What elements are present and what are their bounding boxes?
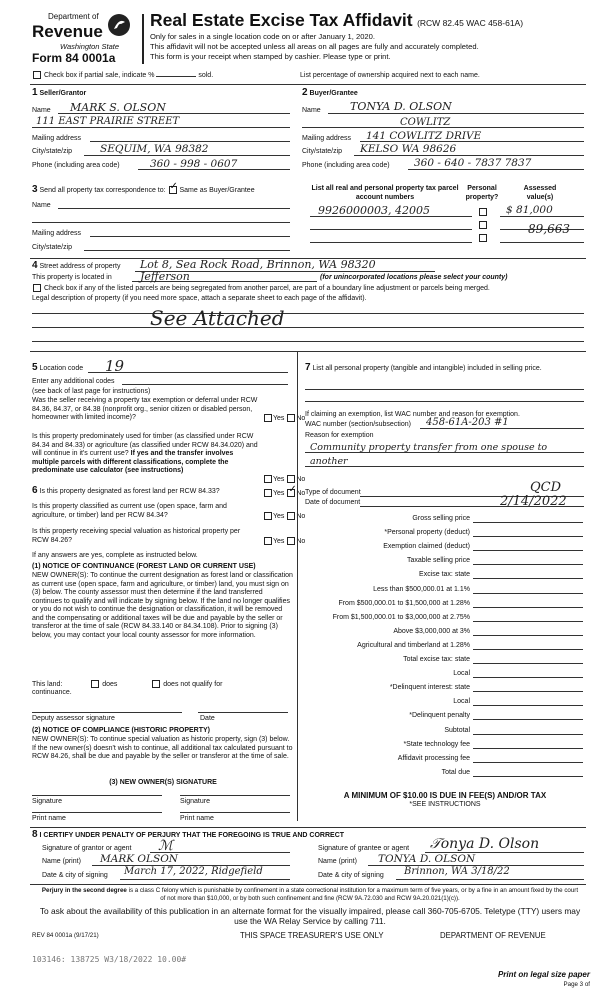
- personal-checkbox-1[interactable]: [479, 208, 487, 216]
- forest-yes-label: Yes: [273, 489, 285, 497]
- certify-text: I CERTIFY UNDER PENALTY OF PERJURY THAT THE FOREGOING IS TRUE AND CORRECT: [39, 832, 345, 839]
- seller-name-field-2[interactable]: [32, 127, 290, 128]
- fee-label: From $1,500,000.01 to $3,000,000 at 2.75%: [332, 613, 470, 621]
- legal-paper-note: Print on legal size paper: [497, 970, 590, 979]
- legal-label: Legal description of property (if you need more space, attach a separate sheet to each page of the affidavit).: [32, 295, 367, 302]
- pct-ownership-note: List percentage of ownership acquired next to each name.: [300, 72, 480, 79]
- buyer-city-field[interactable]: [354, 155, 584, 156]
- located-label: This property is located in: [32, 274, 112, 281]
- grantor-date-value: March 17, 2022, Ridgefield: [124, 866, 263, 877]
- fee-field[interactable]: [473, 684, 583, 692]
- reason-label: Reason for exemption: [305, 432, 374, 439]
- minimum-due-note: A MINIMUM OF $10.00 IS DUE IN FEE(S) AND/OR TAX: [343, 791, 547, 800]
- sec5-number: 5: [32, 362, 38, 373]
- personal-property-header: Personal property?: [465, 185, 499, 201]
- seller-phone-value: 360 - 998 - 0607: [150, 158, 238, 170]
- personal-checkbox-3[interactable]: [479, 234, 487, 242]
- street-value: Lot 8, Sea Rock Road, Brinnon, WA 98320: [140, 258, 376, 271]
- owner-sig-label-1: Signature: [32, 798, 62, 805]
- sec4-street-row: [32, 262, 120, 272]
- fee-label: Affidavit processing fee: [397, 754, 470, 762]
- fee-field[interactable]: [473, 755, 583, 763]
- sec3-name-field-2[interactable]: [32, 222, 290, 223]
- sec3-row: [32, 181, 255, 196]
- owner-print-label-2: Print name: [180, 815, 214, 822]
- forest-yn: [263, 484, 306, 498]
- does-checkbox[interactable]: [91, 680, 99, 688]
- owner-sig-label-2: Signature: [180, 798, 210, 805]
- accessibility-note: To ask about the availability of this publication in an alternate format for the visually impaired, please call 360-705-6705. Teletype (TTY) users may use the WA Relay Service by calling 711.: [39, 906, 581, 926]
- fee-field[interactable]: [473, 628, 583, 636]
- owner-print-field-1[interactable]: [32, 812, 162, 813]
- form-number: Form 84 0001a: [32, 51, 116, 65]
- fee-label: Less than $500,000.01 at 1.1%: [373, 585, 470, 593]
- state-label: Washington State: [60, 42, 120, 51]
- parcel-list-header: List all real and personal property tax parcel account numbers: [311, 185, 459, 201]
- parcel-value: 9926000003, 42005: [318, 204, 430, 217]
- treasurer-stamp: 103146: 138725 W3/18/2022 10.00#: [32, 955, 187, 964]
- fee-label: *Delinquent penalty: [409, 712, 470, 720]
- timber-yn: [263, 475, 305, 484]
- timber-no-label: No: [296, 475, 306, 483]
- same-as-buyer-checkbox[interactable]: ✓: [169, 181, 178, 193]
- addl-codes-label: Enter any additional codes: [32, 378, 115, 385]
- dept-label: Department of: [48, 12, 99, 21]
- grantor-name-label: Name (print): [42, 858, 81, 865]
- fee-field[interactable]: [473, 529, 583, 537]
- sec6-number: 6: [32, 485, 38, 496]
- sec7-label: List all personal property (tangible and intangible) included in selling price.: [312, 365, 542, 372]
- fee-label: Agricultural and timberland at 1.28%: [357, 641, 470, 649]
- fee-field[interactable]: [473, 642, 583, 650]
- forest-no-label: No: [296, 489, 306, 497]
- header-note-3: This form is your receipt when stamped by cashier. Please type or print.: [150, 52, 391, 61]
- exempt-claim-label: If claiming an exemption, list WAC number and reason for exemption.: [305, 411, 520, 418]
- dor-label: DEPARTMENT OF REVENUE: [440, 931, 546, 940]
- doc-date-label: Date of document: [305, 499, 361, 506]
- does-not-checkbox[interactable]: [152, 680, 160, 688]
- buyer-name-value-2: COWLITZ: [400, 117, 451, 128]
- sec3-city-label: City/state/zip: [32, 244, 73, 251]
- seller-city-label: City/state/zip: [32, 148, 73, 155]
- revenue-logo-icon: [108, 14, 130, 36]
- addl-codes-note: (see back of last page for instructions): [32, 388, 151, 395]
- assessed-value-1: $ 81,000: [506, 204, 553, 216]
- timber-question-text: Is this property predominately used for timber (as classified under RCW 84.34 and 84.33) or agriculture (as classified under RCW 84.34.020) and will continue in it's current use?: [32, 433, 258, 457]
- header-note-1: Only for sales in a single location code on or after January 1, 2020.: [150, 32, 375, 41]
- exempt-yes-checkbox[interactable]: [264, 414, 272, 422]
- same-as-buyer-label: Same as Buyer/Grantee: [179, 187, 255, 194]
- fee-field[interactable]: [473, 712, 583, 720]
- forest-yes-checkbox[interactable]: [264, 489, 272, 497]
- fee-field[interactable]: [473, 656, 583, 664]
- grantee-name-label: Name (print): [318, 858, 357, 865]
- timber-yes-label: Yes: [273, 475, 285, 483]
- seller-mail-label: Mailing address: [32, 135, 82, 142]
- forest-no-checkbox[interactable]: ✓: [288, 484, 297, 495]
- street-label: Street address of property: [39, 263, 121, 270]
- sec3-mail-label: Mailing address: [32, 230, 82, 237]
- legal-line-2[interactable]: [32, 327, 584, 328]
- fee-field[interactable]: [473, 670, 583, 678]
- hist-yn: [263, 537, 305, 546]
- grantee-date-label: Date & city of signing: [318, 872, 384, 879]
- segregated-row: [32, 284, 490, 293]
- assessed-field-1[interactable]: [500, 216, 584, 217]
- hist-yes-label: Yes: [273, 537, 285, 545]
- fee-label: Exemption claimed (deduct): [383, 543, 470, 551]
- doc-type-value: QCD: [530, 480, 562, 495]
- personal-prop-line-1[interactable]: [305, 389, 584, 390]
- assessed-value-header: Assessed value(s): [523, 185, 557, 201]
- segregated-label: Check box if any of the listed parcels are being segregated from another parcel, are part of a boundary line adjustment or parcels being merged.: [43, 284, 490, 292]
- legal-line-3[interactable]: [32, 341, 584, 342]
- parcel-field-2[interactable]: [310, 229, 472, 230]
- buyer-mail-label: Mailing address: [302, 135, 352, 142]
- fee-field[interactable]: [473, 600, 583, 608]
- fee-label: Above $3,000,000 at 3%: [393, 627, 470, 635]
- fee-label: Subtotal: [444, 726, 470, 734]
- open-no-checkbox[interactable]: [287, 512, 295, 520]
- grantor-sig-mark: ℳ: [158, 838, 173, 854]
- reason-value: Community property transfer from one spouse to another: [310, 442, 548, 467]
- grantor-date-field[interactable]: [120, 879, 290, 880]
- fee-field[interactable]: [473, 727, 583, 735]
- partial-sale-checkbox[interactable]: [33, 71, 41, 79]
- loc-code-row: [32, 364, 83, 374]
- seller-name-value-2: 111 EAST PRAIRIE STREET: [36, 116, 180, 127]
- notice2-heading: (2) NOTICE OF COMPLIANCE (HISTORIC PROPERTY): [32, 727, 210, 734]
- sec2-heading: [302, 89, 358, 99]
- deputy-date-field[interactable]: [198, 712, 288, 713]
- seller-city-field[interactable]: [84, 155, 290, 156]
- sec3-city-field[interactable]: [84, 250, 290, 251]
- owner-sig-field-1[interactable]: [32, 795, 162, 796]
- exempt-yn: [263, 414, 305, 423]
- open-yes-checkbox[interactable]: [264, 512, 272, 520]
- partial-pct-field[interactable]: [156, 76, 196, 77]
- partial-sale-row: [32, 71, 213, 80]
- continuance-label: continuance.: [32, 689, 72, 696]
- buyer-name-label: Name: [302, 107, 321, 114]
- buyer-phone-value: 360 - 640 - 7837 7837: [414, 157, 532, 169]
- exempt-no-checkbox[interactable]: [287, 414, 295, 422]
- assessed-value-2: 89,663: [528, 222, 570, 236]
- addl-codes-field[interactable]: [122, 384, 288, 385]
- sec7-number: 7: [305, 362, 311, 373]
- buyer-phone-label: Phone (including area code): [302, 162, 390, 169]
- partial-sale-label: Check box if partial sale, indicate %: [43, 71, 155, 79]
- sec3-name-label: Name: [32, 202, 51, 209]
- fee-label: Taxable selling price: [406, 557, 470, 565]
- wac-label: WAC number (section/subsection): [305, 421, 411, 428]
- seller-name-value: MARK S. OLSON: [70, 101, 166, 114]
- hist-no-checkbox[interactable]: [287, 537, 295, 545]
- timber-question: [32, 433, 262, 476]
- exempt-question: Was the seller receiving a property tax exemption or deferral under RCW 84.36, 84.37, or 84.38 (nonprofit org., senior citizen or disabled person, homeowner with limited income)?: [32, 397, 258, 421]
- buyer-name-value: TONYA D. OLSON: [350, 100, 452, 113]
- deputy-sig-label: Deputy assessor signature: [32, 715, 115, 722]
- forest-question-text: Is this property designated as forest land per RCW 84.33?: [39, 488, 220, 495]
- owner-print-field-2[interactable]: [180, 812, 290, 813]
- fee-label: Total excise tax: state: [403, 656, 470, 663]
- forest-question: [32, 487, 220, 497]
- parcel-field-3[interactable]: [310, 242, 472, 243]
- fee-field[interactable]: [473, 515, 583, 523]
- open-no-label: No: [296, 512, 306, 520]
- does-not-label: does not qualify for: [163, 680, 223, 688]
- fee-label: Total due: [441, 768, 470, 776]
- sec2-number: 2: [302, 87, 308, 98]
- segregated-checkbox[interactable]: [33, 284, 41, 292]
- revenue-label: Revenue: [32, 22, 103, 41]
- fee-field[interactable]: [473, 698, 583, 706]
- notice3-heading: (3) NEW OWNER(S) SIGNATURE: [109, 779, 217, 786]
- fee-field[interactable]: [473, 614, 583, 622]
- seller-mail-field[interactable]: [90, 141, 290, 142]
- sec3-number: 3: [32, 184, 38, 195]
- sec7-divider-v: [297, 351, 298, 821]
- sec7-label-row: [305, 364, 580, 374]
- sec2-title: Buyer/Grantee: [309, 90, 358, 97]
- fee-label: *Delinquent interest: state: [389, 684, 470, 692]
- wac-value: 458-61A-203 #1: [426, 417, 509, 428]
- page-number: Page 3 of: [563, 981, 590, 988]
- fee-label: From $500,000.01 to $1,500,000 at 1.28%: [338, 599, 470, 607]
- header-divider: [142, 14, 144, 64]
- header-note-2: This affidavit will not be accepted unless all areas on all pages are fully and accurately completed.: [150, 42, 479, 51]
- grantor-name-value: MARK OLSON: [100, 853, 178, 865]
- see-instructions-note: *SEE INSTRUCTIONS: [409, 801, 481, 808]
- legal-line-1[interactable]: [32, 313, 584, 314]
- grantee-date-field[interactable]: [396, 879, 584, 880]
- seller-name-label: Name: [32, 107, 51, 114]
- treasurer-use: THIS SPACE TREASURER'S USE ONLY: [240, 931, 384, 940]
- form-title-row: [150, 10, 523, 31]
- seller-city-value: SEQUIM, WA 98382: [100, 143, 209, 155]
- this-land-label: This land:: [32, 680, 63, 688]
- sec1-heading: [32, 89, 86, 99]
- fee-field[interactable]: [473, 557, 583, 565]
- form-rcw: (RCW 82.45 WAC 458-61A): [417, 18, 524, 28]
- grantee-sig-label: Signature of grantee or agent: [318, 845, 410, 852]
- timber-yes-checkbox[interactable]: [264, 475, 272, 483]
- buyer-city-label: City/state/zip: [302, 148, 343, 155]
- grantee-date-value: Brinnon, WA 3/18/22: [404, 866, 510, 877]
- fee-field[interactable]: [473, 769, 583, 777]
- fee-label: Local: [453, 698, 470, 706]
- hist-no-label: No: [296, 537, 306, 545]
- assessed-field-3[interactable]: [500, 242, 584, 243]
- buyer-name-field[interactable]: [328, 113, 584, 114]
- perjury-text: is a class C felony which is punishable by confinement in a state correctional institution for a maximum term of five years, or by a fine in an amount fixed by the court of not more than $10,000, or by both such confinement and fine (RCW 9A.72.030 and RCW 9A.20.021(1)(c)).: [128, 887, 579, 902]
- seller-phone-label: Phone (including area code): [32, 162, 120, 169]
- sec3-name-field[interactable]: [58, 208, 290, 209]
- owner-sig-field-2[interactable]: [180, 795, 290, 796]
- wac-field[interactable]: [420, 428, 584, 429]
- if-yes-note: If any answers are yes, complete as instructed below.: [32, 552, 198, 559]
- certify-row: [32, 831, 344, 841]
- rev-number: REV 84 0001a (9/17/21): [32, 932, 99, 939]
- fee-field[interactable]: [473, 571, 583, 579]
- divider-sec8: [30, 827, 586, 828]
- personal-checkbox-2[interactable]: [479, 221, 487, 229]
- timber-question-text-2: If yes and the transfer involves multiple parcels with different classifications, complete the predominate use calculator (see instructions): [32, 450, 234, 474]
- form-title: Real Estate Excise Tax Affidavit: [150, 10, 413, 30]
- dor-logo: [30, 10, 130, 66]
- notice1-heading: (1) NOTICE OF CONTINUANCE (FOREST LAND OR CURRENT USE): [32, 563, 256, 570]
- fee-label: Gross selling price: [412, 515, 470, 522]
- divider-top: [30, 84, 586, 85]
- sec1-number: 1: [32, 87, 38, 98]
- fee-field[interactable]: [473, 741, 583, 749]
- sec1-title: Seller/Grantor: [39, 90, 87, 97]
- fee-label: Excise tax: state: [419, 571, 470, 579]
- doc-type-label: Type of document: [305, 489, 361, 496]
- located-note: (for unincorporated locations please select your county): [320, 274, 508, 281]
- exempt-no-label: No: [296, 414, 306, 422]
- sec3-label: Send all property tax correspondence to:: [39, 187, 166, 194]
- sec3-mail-field[interactable]: [90, 236, 290, 237]
- located-value: Jefferson: [140, 270, 190, 283]
- grantor-date-label: Date & city of signing: [42, 872, 108, 879]
- grantee-sig-mark: 𝒯onya D. Olson: [430, 836, 540, 852]
- fee-label: *State technology fee: [403, 740, 470, 748]
- fee-field[interactable]: [473, 543, 583, 551]
- fee-label: Local: [453, 670, 470, 678]
- open-yn: [263, 512, 305, 521]
- notice2-body: NEW OWNER(S): To continue special valuation as historic property, sign (3) below. If the new owner(s) doesn't wish to continue, all additional tax calculated pursuant to RCW 84.26, shall be due and payable by the seller or transferor at the time of sale.: [32, 736, 293, 760]
- doc-date-value: 2/14/2022: [500, 494, 567, 509]
- buyer-phone-field[interactable]: [408, 169, 584, 170]
- deputy-date-label: Date: [200, 715, 215, 722]
- timber-no-checkbox[interactable]: [287, 475, 295, 483]
- loc-code-label: Location code: [39, 365, 84, 372]
- fee-label: *Personal property (deduct): [384, 529, 470, 537]
- buyer-city-value: KELSO WA 98626: [360, 143, 457, 155]
- grantee-name-value: TONYA D. OLSON: [378, 853, 476, 865]
- loc-code-value: 19: [105, 357, 125, 375]
- deputy-sig-field[interactable]: [32, 712, 182, 713]
- partial-sold-label: sold.: [198, 71, 214, 79]
- grantor-sig-label: Signature of grantor or agent: [42, 845, 132, 852]
- notice1-body: NEW OWNER(S): To continue the current designation as forest land or classification as current use (open space, farm and agriculture, or timber) land, you must sign on (3) below. The county assessor must then determine if the land transferred continues to qualify and will indicate by signing below. If the land no longer qualifies or you do not wish to continue the designation or classification, it will be removed and the compensating or additional taxes will be due and payable by the seller or transferor at the time of sale (RCW 84.33.140 or 84.34.108). Prior to signing (3) below, you may contact your local county assessor for more information.: [32, 572, 293, 639]
- fee-field[interactable]: [473, 586, 583, 594]
- open-yes-label: Yes: [273, 512, 285, 520]
- sec8-number: 8: [32, 829, 38, 840]
- divider-footer: [30, 884, 586, 885]
- buyer-mail-value: 141 COWLITZ DRIVE: [366, 130, 482, 142]
- exempt-yes-label: Yes: [273, 414, 285, 422]
- this-land-row: [32, 680, 222, 689]
- perjury-note: [40, 887, 580, 902]
- hist-question: Is this property receiving special valuation as historical property per RCW 84.26?: [32, 528, 241, 544]
- divider-sec5: [30, 351, 586, 352]
- personal-prop-line-2[interactable]: [305, 401, 584, 402]
- legal-value: See Attached: [150, 306, 285, 330]
- open-question: Is this property classified as current use (open space, farm and agriculture, or timber) land per RCW 84.34?: [32, 503, 227, 519]
- does-label: does: [102, 680, 118, 688]
- owner-print-label-1: Print name: [32, 815, 66, 822]
- hist-yes-checkbox[interactable]: [264, 537, 272, 545]
- perjury-bold: Perjury in the second degree: [41, 887, 127, 894]
- sec4-number: 4: [32, 260, 38, 271]
